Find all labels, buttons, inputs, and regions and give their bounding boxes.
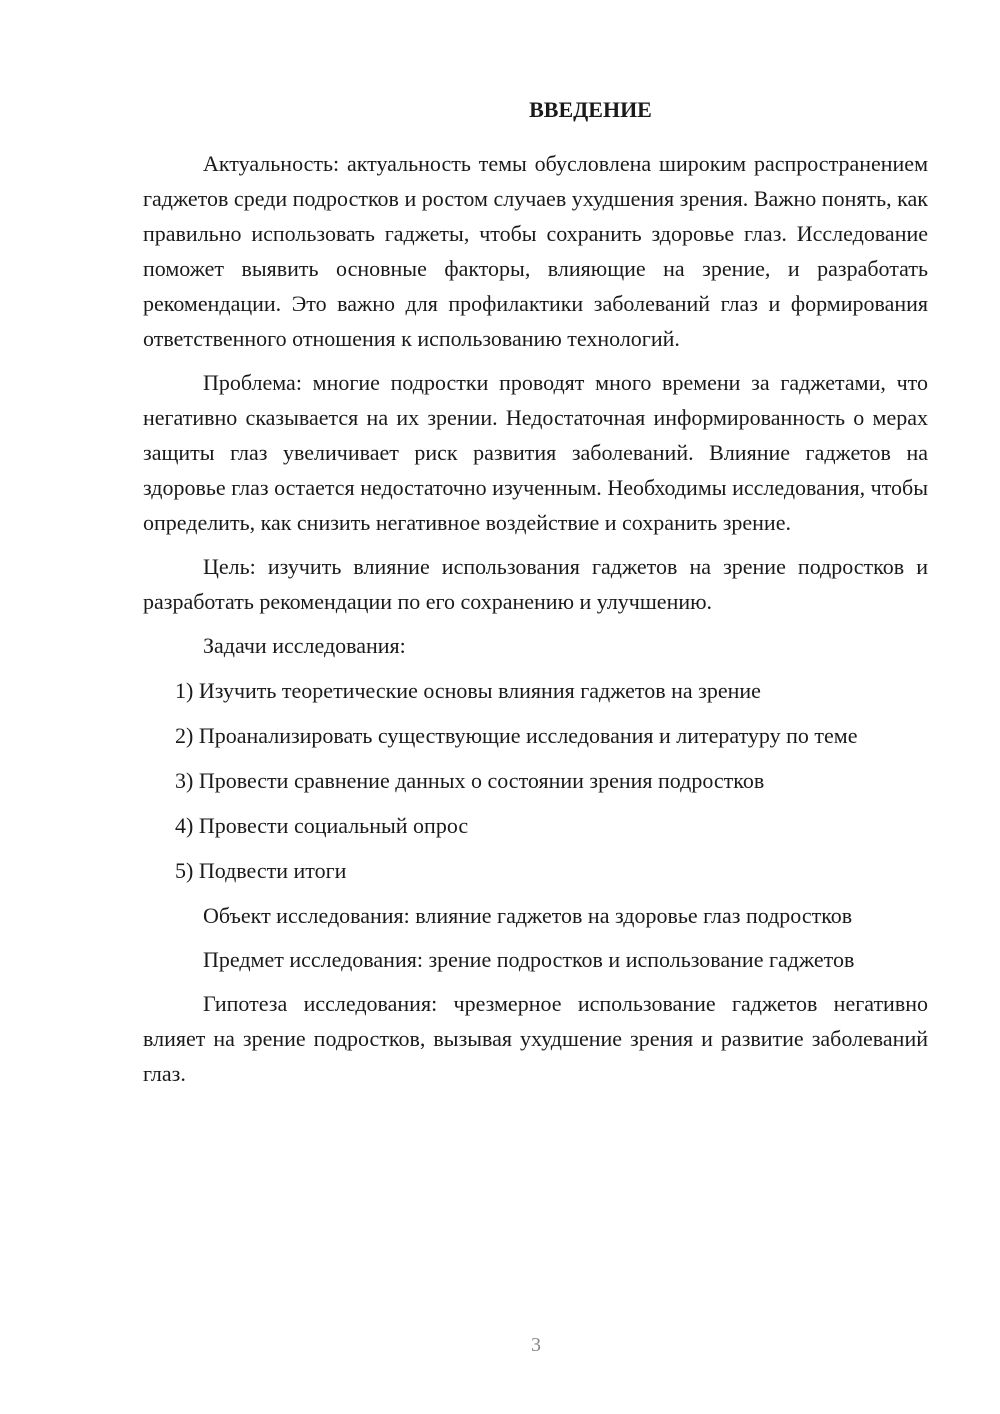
task-item: 5) Подвести итоги: [175, 858, 347, 883]
relevance-paragraph: Актуальность: актуальность темы обусловлена широким распространением гаджетов среди подростков и ростом случаев ухудшения зрения. Важно понять, как правильно использовать гаджеты, чтобы сохранить здоровье глаз. Исследование поможет выявить основные факторы, влияющие на зрение, и разработать рекомендации. Это важно для профилактики заболеваний глаз и формирования ответственного отношения к использованию технологий.: [143, 151, 928, 351]
task-item: 1) Изучить теоретические основы влияния гаджетов на зрение: [175, 678, 761, 703]
goal-paragraph: Цель: изучить влияние использования гаджетов на зрение подростков и разработать рекомендации по его сохранению и улучшению.: [143, 554, 928, 614]
tasks-heading: Задачи исследования:: [203, 633, 406, 658]
task-item: 4) Провести социальный опрос: [175, 813, 469, 838]
subject-paragraph: Предмет исследования: зрение подростков и использование гаджетов: [203, 947, 855, 972]
task-item: 3) Провести сравнение данных о состоянии зрения подростков: [175, 768, 765, 793]
object-paragraph: Объект исследования: влияние гаджетов на здоровье глаз подростков: [203, 903, 853, 928]
page-number: 3: [531, 1334, 541, 1356]
page-content: [143, 92, 928, 1100]
hypothesis-paragraph: Гипотеза исследования: чрезмерное использование гаджетов негативно влияет на зрение подростков, вызывая ухудшение зрения и развитие заболеваний глаз.: [143, 991, 928, 1086]
task-item: 2) Проанализировать существующие исследования и литературу по теме: [175, 723, 858, 748]
problem-paragraph: Проблема: многие подростки проводят много времени за гаджетами, что негативно сказывается на их зрении. Недостаточная информированность о мерах защиты глаз увеличивает риск развития заболеваний. Влияние гаджетов на здоровье глаз остается недостаточно изученным. Необходимы исследования, чтобы определить, как снизить негативное воздействие и сохранить зрение.: [143, 370, 928, 535]
section-title: ВВЕДЕНИЕ: [529, 97, 652, 122]
